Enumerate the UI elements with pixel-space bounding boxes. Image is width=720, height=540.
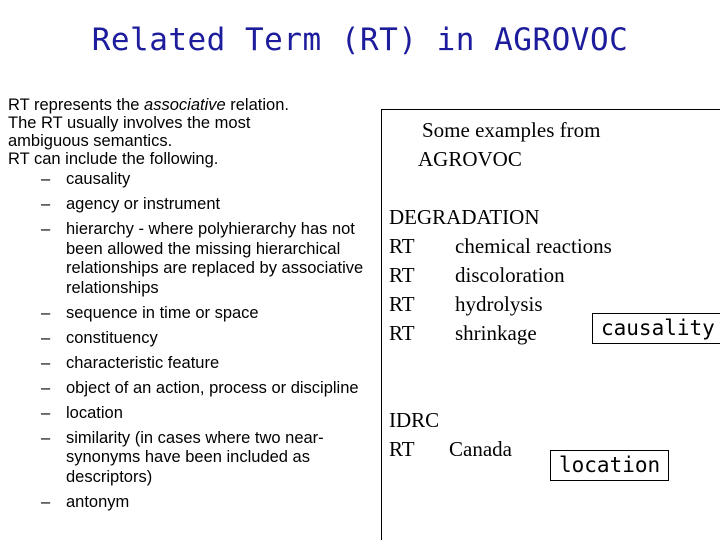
degradation-example [389,203,612,348]
relation-label: RT [389,234,415,258]
intro-line-1 [8,96,368,114]
relation-row [389,261,612,290]
list-item-text: hierarchy - where polyhierarchy has not been allowed the missing hierarchical relationships are replaced by associative relationships [66,220,364,297]
list-item-text: agency or instrument [66,195,221,213]
list-item-text: constituency [66,328,158,347]
related-term: chemical reactions [455,234,612,258]
related-term: hydrolysis [455,292,543,316]
intro-text: RT represents the [8,96,145,114]
dash-bullet: – [41,492,51,511]
relation-label: RT [389,292,415,316]
location-tag: location [550,450,669,481]
relation-row [389,435,512,464]
examples-heading-line-1: Some examples from [422,118,601,142]
intro-line-3: ambiguous semantics. [8,132,173,150]
dash-bullet: – [41,328,51,347]
intro-line-4: RT can include the following. [8,150,219,168]
dash-bullet: – [41,428,51,447]
idrc-example [389,406,512,464]
intro-emphasis: associative [144,96,226,114]
list-item-text: similarity (in cases where two near-synonyms have been included as descriptors) [66,428,324,486]
dash-bullet: – [41,170,51,188]
relation-row [389,319,612,348]
intro-text: relation. [225,96,289,114]
list-item [8,493,368,513]
slide-title: Related Term (RT) in AGROVOC [91,22,629,58]
list-item-text: object of an action, process or discipline [66,378,359,397]
rt-types-list [8,170,368,512]
panel-divider-horizontal [381,109,720,110]
list-item-text: location [66,403,123,422]
examples-heading-line-2: AGROVOC [418,147,522,171]
examples-heading [418,116,698,174]
relation-row [389,290,612,319]
dash-bullet: – [41,220,51,238]
list-item-text: characteristic feature [66,353,220,372]
list-item [8,354,368,374]
relation-label: RT [389,437,415,461]
list-item [8,170,368,190]
relation-row [389,232,612,261]
related-term: discoloration [455,263,565,287]
example-term: DEGRADATION [389,205,540,229]
dash-bullet: – [41,303,51,322]
list-item [8,429,368,488]
relation-label: RT [389,263,415,287]
list-item [8,379,368,399]
related-term: Canada [449,437,512,461]
list-item-text: causality [66,170,131,188]
dash-bullet: – [41,403,51,422]
dash-bullet: – [41,195,51,213]
list-item [8,329,368,349]
example-term: IDRC [389,408,440,432]
dash-bullet: – [41,353,51,372]
list-item [8,304,368,324]
list-item [8,195,368,215]
list-item [8,220,368,298]
causality-tag: causality [592,313,720,344]
relation-label: RT [389,321,415,345]
intro-line-2: The RT usually involves the most [8,114,251,132]
related-term: shrinkage [455,321,537,345]
list-item-text: antonym [66,492,130,511]
dash-bullet: – [41,378,51,397]
list-item-text: sequence in time or space [66,303,259,322]
list-item [8,404,368,424]
panel-divider-vertical [381,109,382,540]
rt-description [8,96,368,518]
